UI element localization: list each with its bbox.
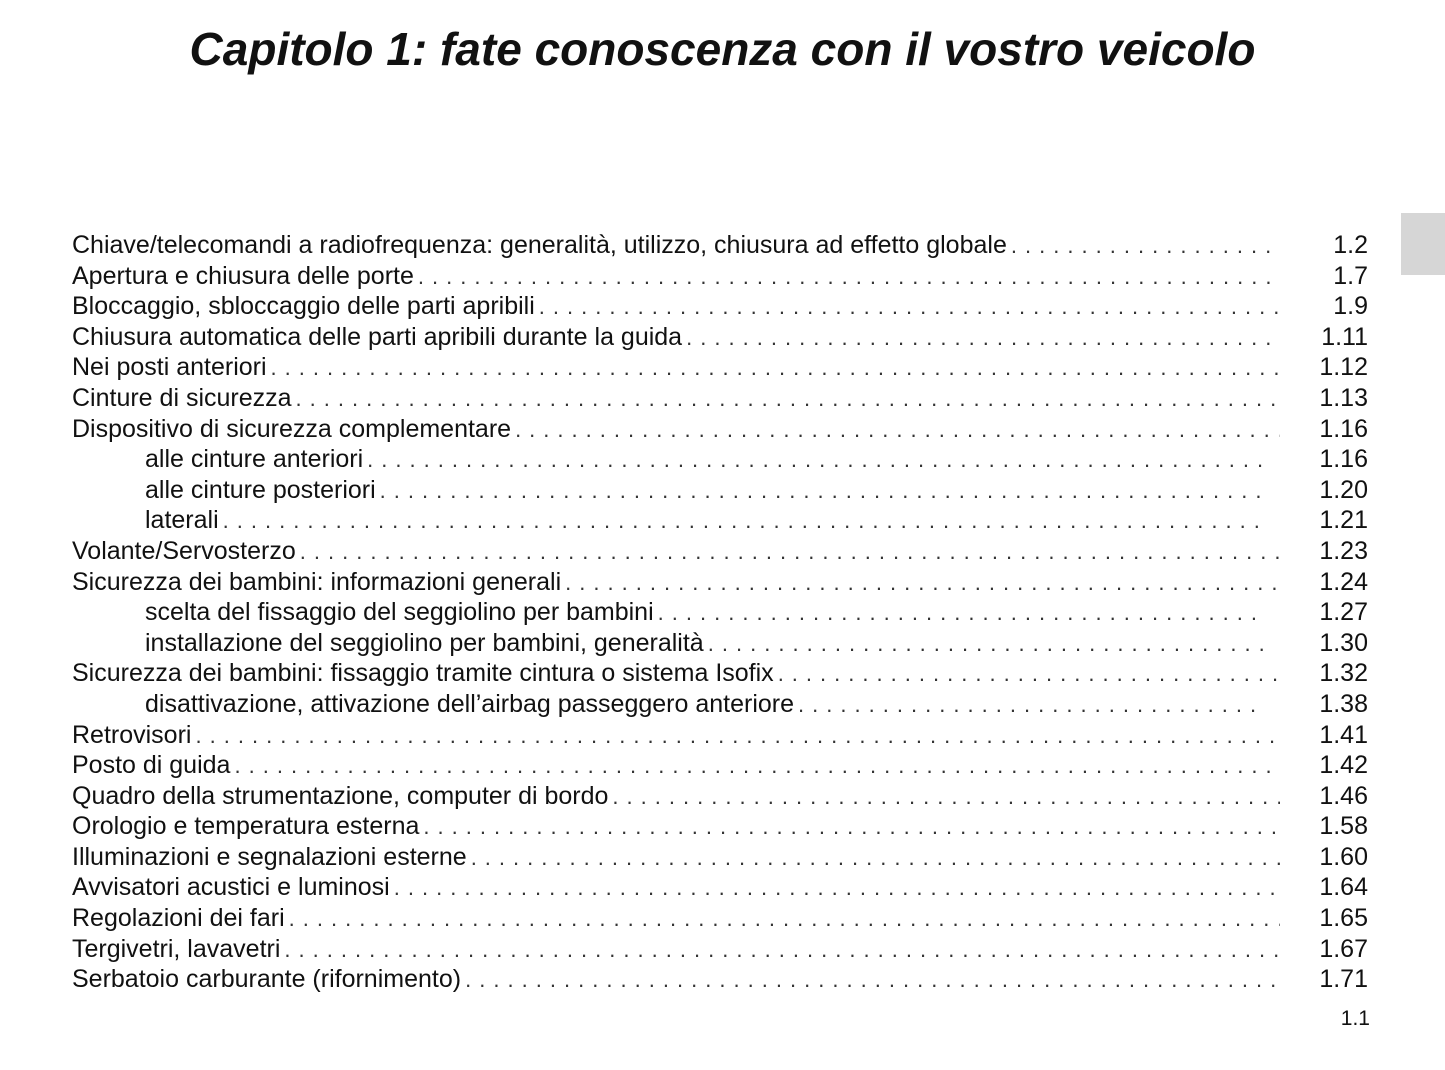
toc-entry-page: 1.41 xyxy=(1319,720,1368,749)
toc-entry-page: 1.71 xyxy=(1319,965,1368,994)
chapter-title: Capitolo 1: fate conoscenza con il vostro veicolo xyxy=(189,23,1256,75)
dot-leader xyxy=(271,353,1280,384)
dot-leader xyxy=(778,659,1280,690)
dot-leader xyxy=(798,690,1265,721)
toc-entry-label: Serbatoio carburante (rifornimento) xyxy=(72,964,465,995)
toc-entry-label: Avvisatori acustici e luminosi xyxy=(72,872,394,903)
toc-entry-page: 1.21 xyxy=(1319,506,1368,535)
dot-leader xyxy=(195,721,1280,752)
toc-entry-label: laterali xyxy=(145,505,223,536)
toc-entry-label: scelta del fissaggio del seggiolino per bambini xyxy=(145,597,658,628)
toc-subentry[interactable] xyxy=(72,505,1372,536)
dot-leader xyxy=(289,904,1280,935)
page-number: 1.1 xyxy=(1340,1007,1370,1030)
toc-subentry[interactable] xyxy=(72,597,1372,628)
toc-entry-label: Regolazioni dei fari xyxy=(72,903,289,934)
table-of-contents xyxy=(72,230,1372,995)
toc-entry[interactable] xyxy=(72,934,1372,965)
toc-entry[interactable] xyxy=(72,383,1372,414)
toc-entry-page: 1.23 xyxy=(1319,536,1368,565)
toc-entry[interactable] xyxy=(72,781,1372,812)
toc-entry-label: Chiave/telecomandi a radiofrequenza: generalità, utilizzo, chiusura ad effetto globale xyxy=(72,230,1011,261)
toc-entry[interactable] xyxy=(72,536,1372,567)
toc-subentry[interactable] xyxy=(72,628,1372,659)
toc-entry-label: Sicurezza dei bambini: informazioni generali xyxy=(72,567,565,598)
toc-entry-label: Chiusura automatica delle parti apribili durante la guida xyxy=(72,322,686,353)
toc-entry-page: 1.24 xyxy=(1319,567,1368,596)
toc-entry-page: 1.13 xyxy=(1319,383,1368,412)
dot-leader xyxy=(515,415,1280,446)
toc-entry[interactable] xyxy=(72,322,1372,353)
toc-entry-page: 1.32 xyxy=(1319,659,1368,688)
dot-leader xyxy=(539,292,1280,323)
toc-entry-label: alle cinture anteriori xyxy=(145,444,367,475)
toc-entry[interactable] xyxy=(72,230,1372,261)
dot-leader xyxy=(394,873,1280,904)
toc-entry-label: Volante/Servosterzo xyxy=(72,536,300,567)
toc-entry-page: 1.11 xyxy=(1321,322,1368,351)
toc-entry-label: Cinture di sicurezza xyxy=(72,383,296,414)
toc-entry-label: Bloccaggio, sbloccaggio delle parti apribili xyxy=(72,291,539,322)
toc-entry-page: 1.64 xyxy=(1319,873,1368,902)
dot-leader xyxy=(423,812,1280,843)
dot-leader xyxy=(658,598,1265,629)
toc-entry-page: 1.16 xyxy=(1319,445,1368,474)
toc-entry-label: Posto di guida xyxy=(72,750,234,781)
toc-entry-page: 1.20 xyxy=(1319,475,1368,504)
toc-entry-page: 1.65 xyxy=(1319,904,1368,933)
toc-entry[interactable] xyxy=(72,261,1372,292)
toc-entry-label: Quadro della strumentazione, computer di bordo xyxy=(72,781,612,812)
toc-entry-label: Tergivetri, lavavetri xyxy=(72,934,284,965)
toc-entry-page: 1.27 xyxy=(1319,598,1368,627)
chapter-tab-marker xyxy=(1401,213,1445,275)
dot-leader xyxy=(1011,231,1280,262)
toc-entry-label: installazione del seggiolino per bambini, generalità xyxy=(145,628,708,659)
toc-entry-page: 1.67 xyxy=(1319,934,1368,963)
toc-entry-label: Sicurezza dei bambini: fissaggio tramite cintura o sistema Isofix xyxy=(72,658,778,689)
dot-leader xyxy=(708,629,1265,660)
toc-subentry[interactable] xyxy=(72,689,1372,720)
dot-leader xyxy=(367,445,1265,476)
dot-leader xyxy=(471,843,1280,874)
toc-entry[interactable] xyxy=(72,291,1372,322)
toc-entry[interactable] xyxy=(72,750,1372,781)
toc-entry-page: 1.16 xyxy=(1319,414,1368,443)
toc-entry-label: disattivazione, attivazione dell’airbag passeggero anteriore xyxy=(145,689,798,720)
toc-entry-page: 1.7 xyxy=(1333,261,1368,290)
toc-entry[interactable] xyxy=(72,964,1372,995)
dot-leader xyxy=(686,323,1280,354)
toc-entry[interactable] xyxy=(72,842,1372,873)
toc-entry-page: 1.46 xyxy=(1319,781,1368,810)
toc-entry[interactable] xyxy=(72,872,1372,903)
toc-subentry[interactable] xyxy=(72,444,1372,475)
toc-entry[interactable] xyxy=(72,811,1372,842)
toc-entry[interactable] xyxy=(72,352,1372,383)
toc-entry-label: Dispositivo di sicurezza complementare xyxy=(72,414,515,445)
dot-leader xyxy=(234,751,1280,782)
toc-entry[interactable] xyxy=(72,903,1372,934)
dot-leader xyxy=(612,782,1280,813)
toc-entry-page: 1.9 xyxy=(1333,292,1368,321)
toc-entry-label: Apertura e chiusura delle porte xyxy=(72,261,418,292)
toc-entry-page: 1.30 xyxy=(1319,628,1368,657)
dot-leader xyxy=(223,506,1265,537)
toc-entry-label: Illuminazioni e segnalazioni esterne xyxy=(72,842,471,873)
toc-entry[interactable] xyxy=(72,720,1372,751)
toc-entry-page: 1.12 xyxy=(1319,353,1368,382)
dot-leader xyxy=(565,568,1280,599)
toc-entry-page: 1.60 xyxy=(1319,842,1368,871)
dot-leader xyxy=(284,935,1280,966)
dot-leader xyxy=(296,384,1280,415)
dot-leader xyxy=(465,965,1280,996)
dot-leader xyxy=(300,537,1280,568)
toc-entry-label: alle cinture posteriori xyxy=(145,475,380,506)
toc-entry-page: 1.42 xyxy=(1319,751,1368,780)
toc-subentry[interactable] xyxy=(72,475,1372,506)
toc-entry-page: 1.38 xyxy=(1319,689,1368,718)
dot-leader xyxy=(380,476,1265,507)
toc-entry-label: Retrovisori xyxy=(72,720,195,751)
toc-entry-page: 1.2 xyxy=(1333,231,1368,259)
toc-entry[interactable] xyxy=(72,658,1372,689)
dot-leader xyxy=(418,262,1280,293)
toc-entry[interactable] xyxy=(72,414,1372,445)
toc-entry[interactable] xyxy=(72,567,1372,598)
toc-entry-label: Nei posti anteriori xyxy=(72,352,271,383)
toc-entry-label: Orologio e temperatura esterna xyxy=(72,811,423,842)
toc-entry-page: 1.58 xyxy=(1319,812,1368,841)
